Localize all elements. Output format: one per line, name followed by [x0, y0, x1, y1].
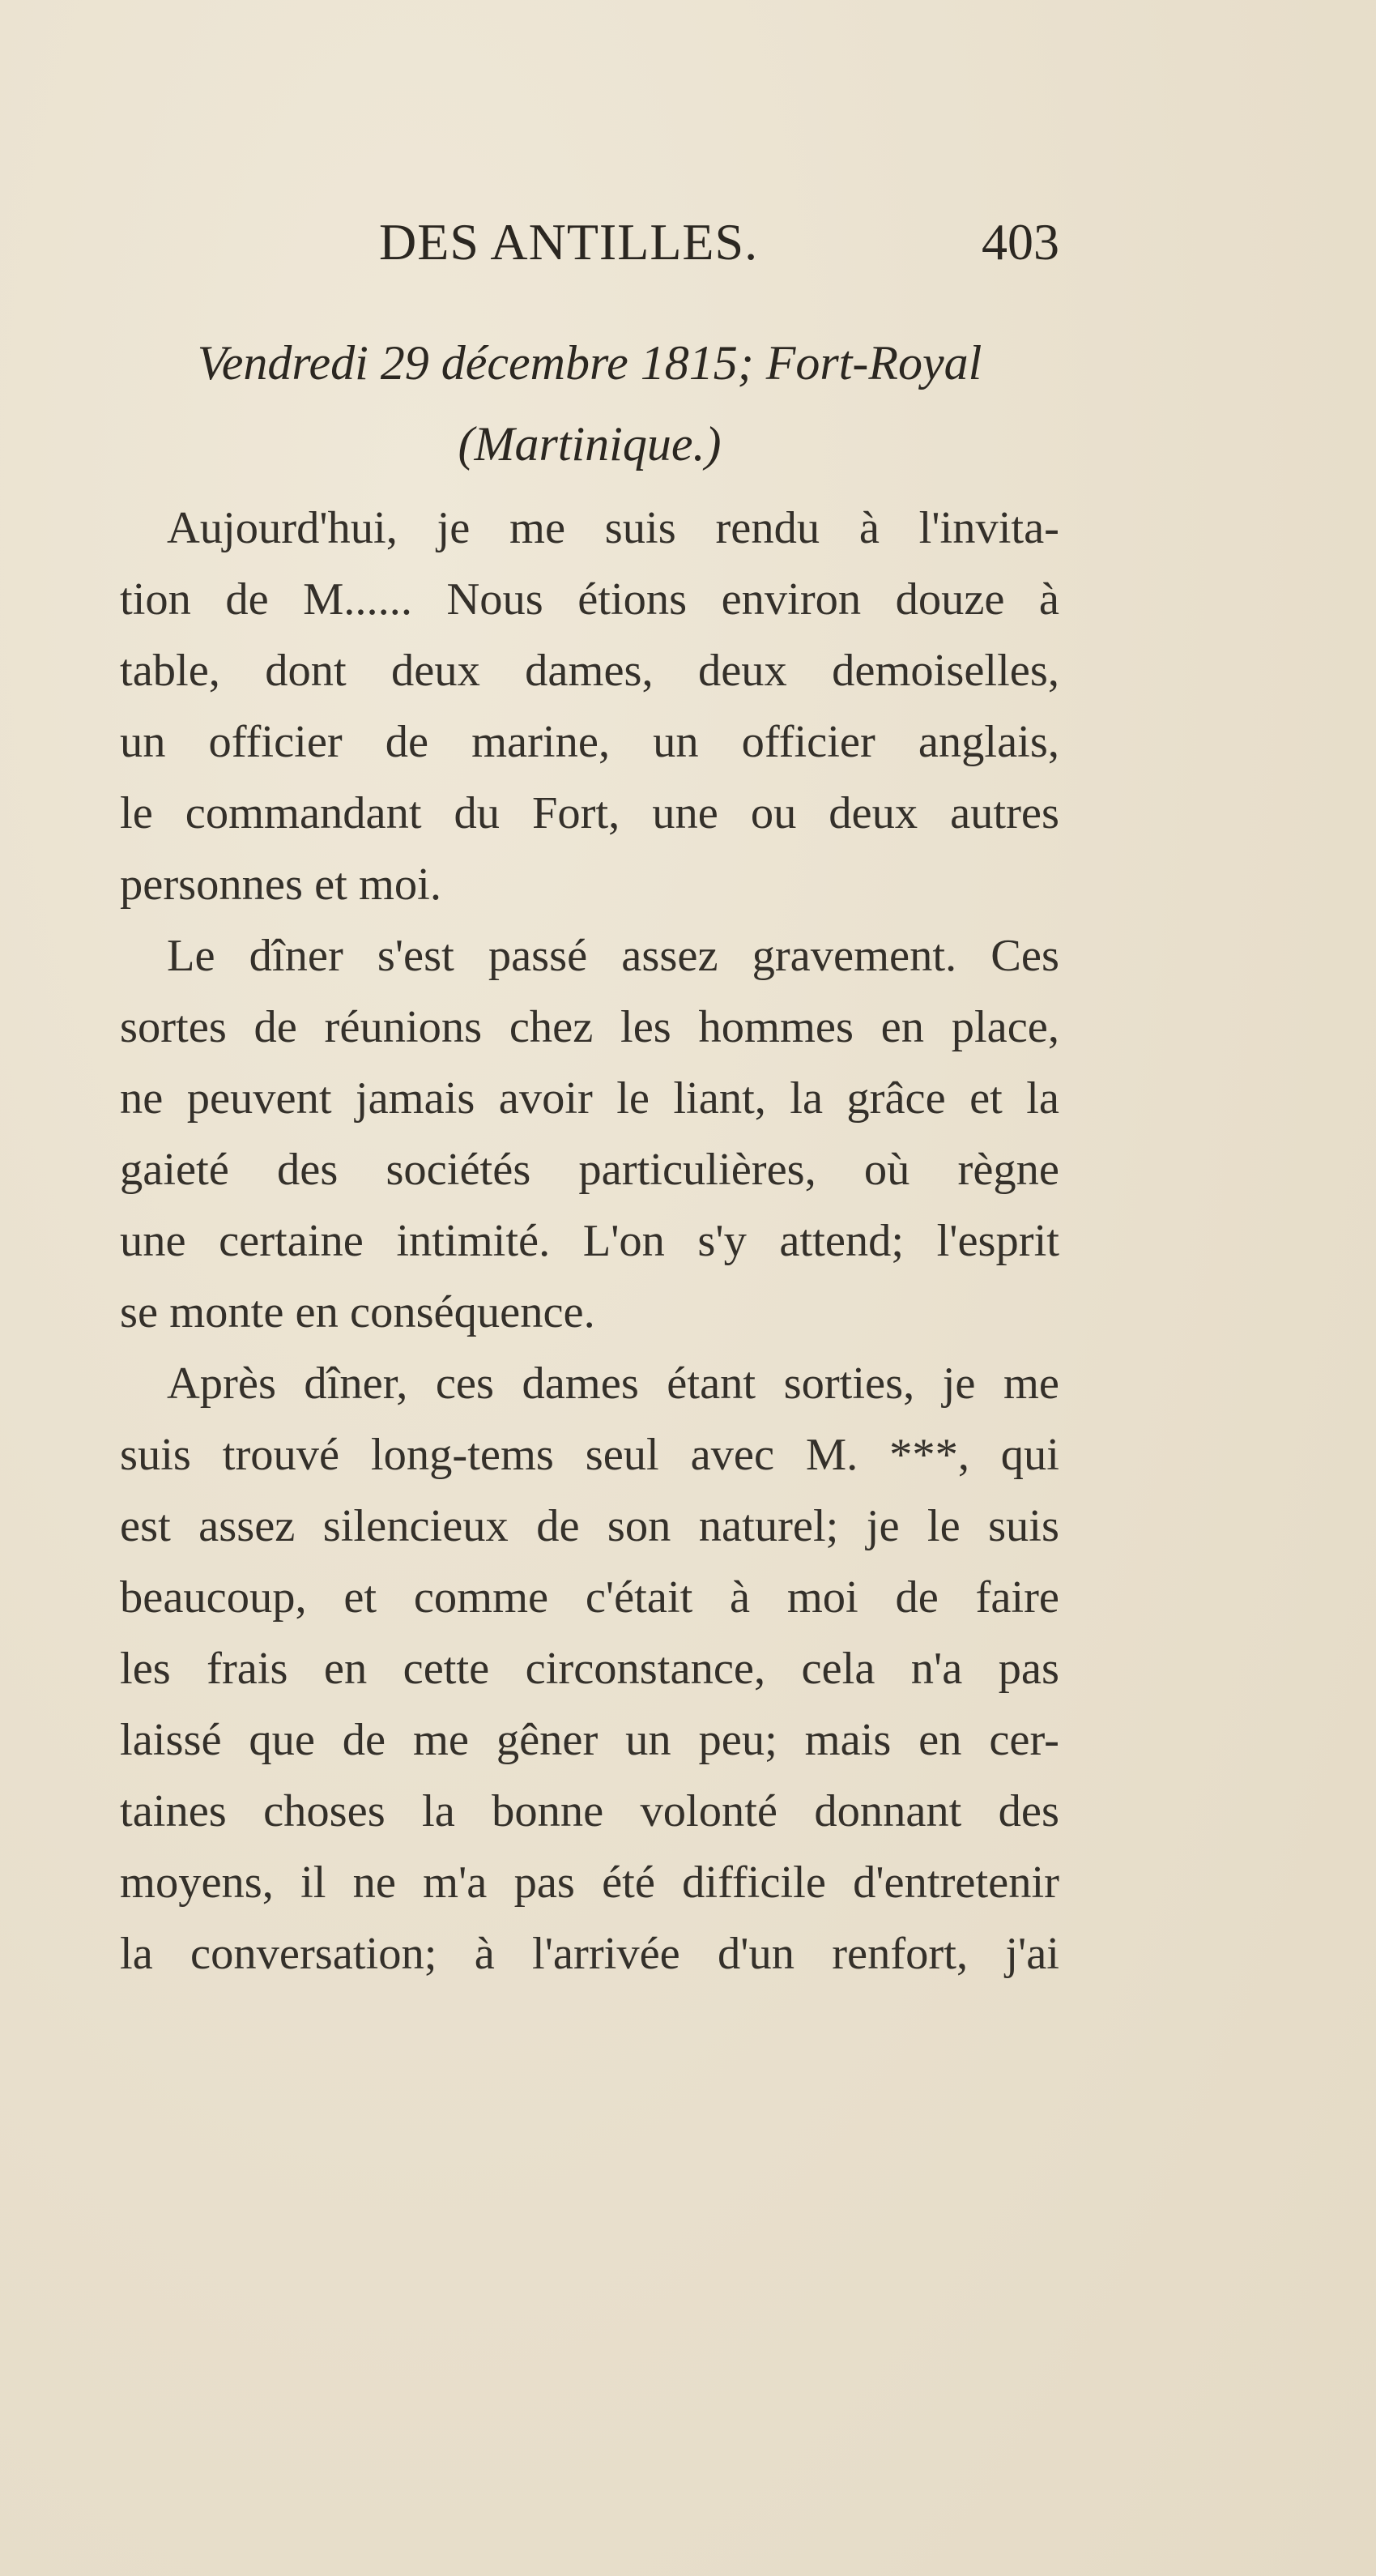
page-header [120, 212, 1059, 277]
text-line: table, dont deux dames, deux demoiselles, [120, 646, 1059, 696]
running-title: DES ANTILLES. [379, 213, 759, 271]
text-line: sortes de réunions chez les hommes en place, [120, 1002, 1059, 1052]
entry-heading [120, 322, 1059, 484]
text-line: la conversation; à l'arrivée d'un renfort, j'ai [120, 1929, 1059, 1979]
text-line: le commandant du Fort, une ou deux autres [120, 788, 1059, 838]
text-line: suis trouvé long-tems seul avec M. ***, qui [120, 1430, 1059, 1480]
text-line: tion de M...... Nous étions environ douze à [120, 574, 1059, 625]
text-line: Le dîner s'est passé assez gravement. Ces [167, 931, 1059, 981]
text-line: gaieté des sociétés particulières, où règne [120, 1145, 1059, 1195]
text-line: laissé que de me gêner un peu; mais en cer- [120, 1715, 1059, 1765]
text-line: est assez silencieux de son naturel; je le suis [120, 1501, 1059, 1551]
entry-heading-date: Vendredi 29 décembre 1815; Fort-Royal [197, 336, 982, 390]
text-line: se monte en conséquence. [120, 1287, 595, 1337]
text-line: Aujourd'hui, je me suis rendu à l'invita- [167, 503, 1059, 553]
text-line: ne peuvent jamais avoir le liant, la grâce et la [120, 1073, 1059, 1124]
body-text [120, 493, 1059, 1990]
text-line: Après dîner, ces dames étant sorties, je me [167, 1358, 1059, 1409]
text-line: beaucoup, et comme c'était à moi de faire [120, 1572, 1059, 1623]
text-line: personnes et moi. [120, 859, 441, 910]
entry-heading-place: (Martinique.) [458, 417, 722, 471]
text-line: taines choses la bonne volonté donnant des [120, 1786, 1059, 1836]
text-line: les frais en cette circonstance, cela n'a pas [120, 1644, 1059, 1694]
text-line: une certaine intimité. L'on s'y attend; l'esprit [120, 1216, 1059, 1266]
text-line: un officier de marine, un officier anglais, [120, 717, 1059, 767]
page-number: 403 [982, 213, 1059, 271]
text-line: moyens, il ne m'a pas été difficile d'entretenir [120, 1857, 1059, 1908]
